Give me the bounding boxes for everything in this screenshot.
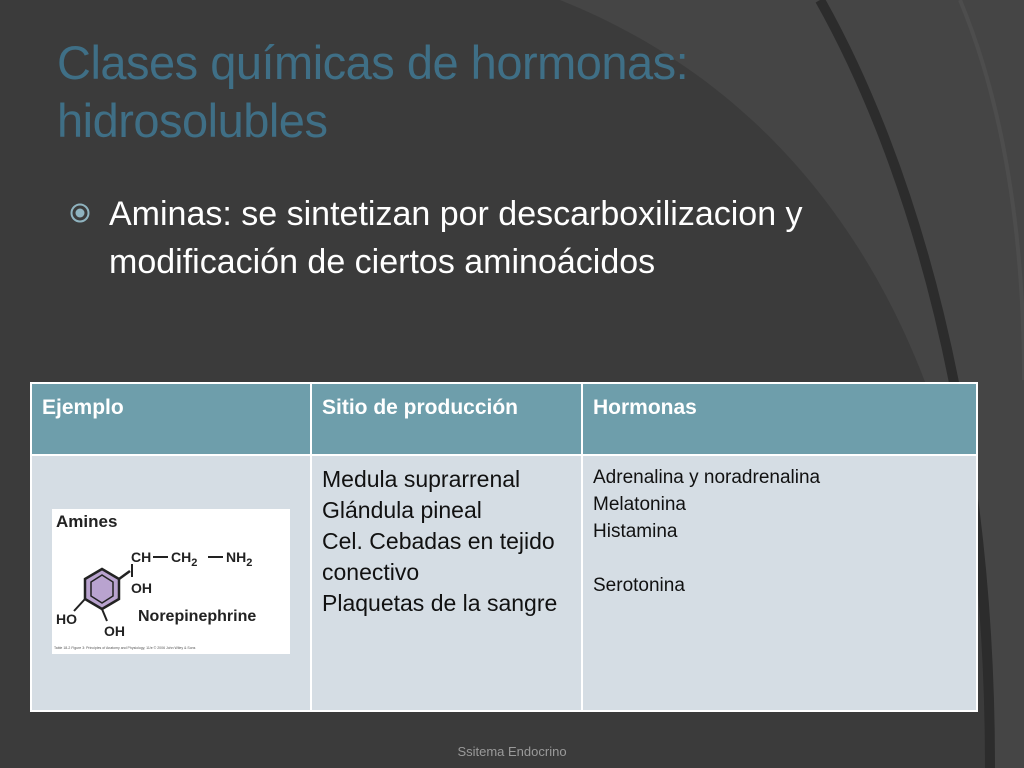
site-item: Cel. Cebadas en tejido conectivo (322, 528, 555, 585)
title-line-2: hidrosolubles (57, 94, 328, 147)
figure-heading: Amines (56, 512, 118, 531)
hormone-item: Melatonina (593, 494, 686, 515)
ring-oh: OH (104, 623, 125, 639)
site-item: Medula suprarrenal (322, 466, 521, 492)
table-header-row (31, 383, 977, 455)
site-item: Plaquetas de la sangre (322, 590, 558, 616)
hormone-item: Serotonina (593, 575, 685, 596)
figure-caption: Table 18-2 Figure 3: Principles of Anatomy and Physiology, 11/e © 2006 John Wiley & Sons (54, 646, 196, 650)
cell-ejemplo (31, 455, 311, 711)
header-sitio: Sitio de producción (311, 383, 582, 455)
figure-molecule-name: Norepinephrine (138, 608, 257, 625)
bullet-text: Aminas: se sintetizan por descarboxilizacion y modificación de ciertos aminoácidos (109, 195, 803, 281)
hormone-spacer (593, 545, 966, 572)
site-item: Glándula pineal (322, 497, 482, 523)
cell-hormonas (582, 455, 977, 711)
table-row (31, 455, 977, 711)
title-line-1: Clases químicas de hormonas: (57, 36, 689, 89)
ring-ho: HO (56, 611, 77, 627)
cell-sitio (311, 455, 582, 711)
svg-text:CH2 (171, 549, 197, 569)
chain-ch: CH (131, 549, 152, 565)
side-oh: OH (131, 580, 152, 596)
bullet-circle-icon (70, 203, 90, 223)
slide-footer: Ssitema Endocrino (457, 744, 567, 759)
hormone-item: Histamina (593, 521, 678, 542)
header-ejemplo: Ejemplo (31, 383, 311, 455)
svg-text:NH2 (226, 549, 252, 569)
ch2-subscript: 2 (191, 557, 198, 569)
header-hormonas: Hormonas (582, 383, 977, 455)
slide-title (57, 34, 957, 150)
norepinephrine-structure (52, 509, 290, 654)
hormones-table (30, 382, 978, 712)
chain-ch2: CH (171, 549, 192, 565)
hormone-item: Adrenalina y noradrenalina (593, 467, 821, 488)
nh2-subscript: 2 (246, 557, 253, 569)
chain-nh2: NH (226, 549, 247, 565)
norepinephrine-figure (52, 509, 290, 654)
